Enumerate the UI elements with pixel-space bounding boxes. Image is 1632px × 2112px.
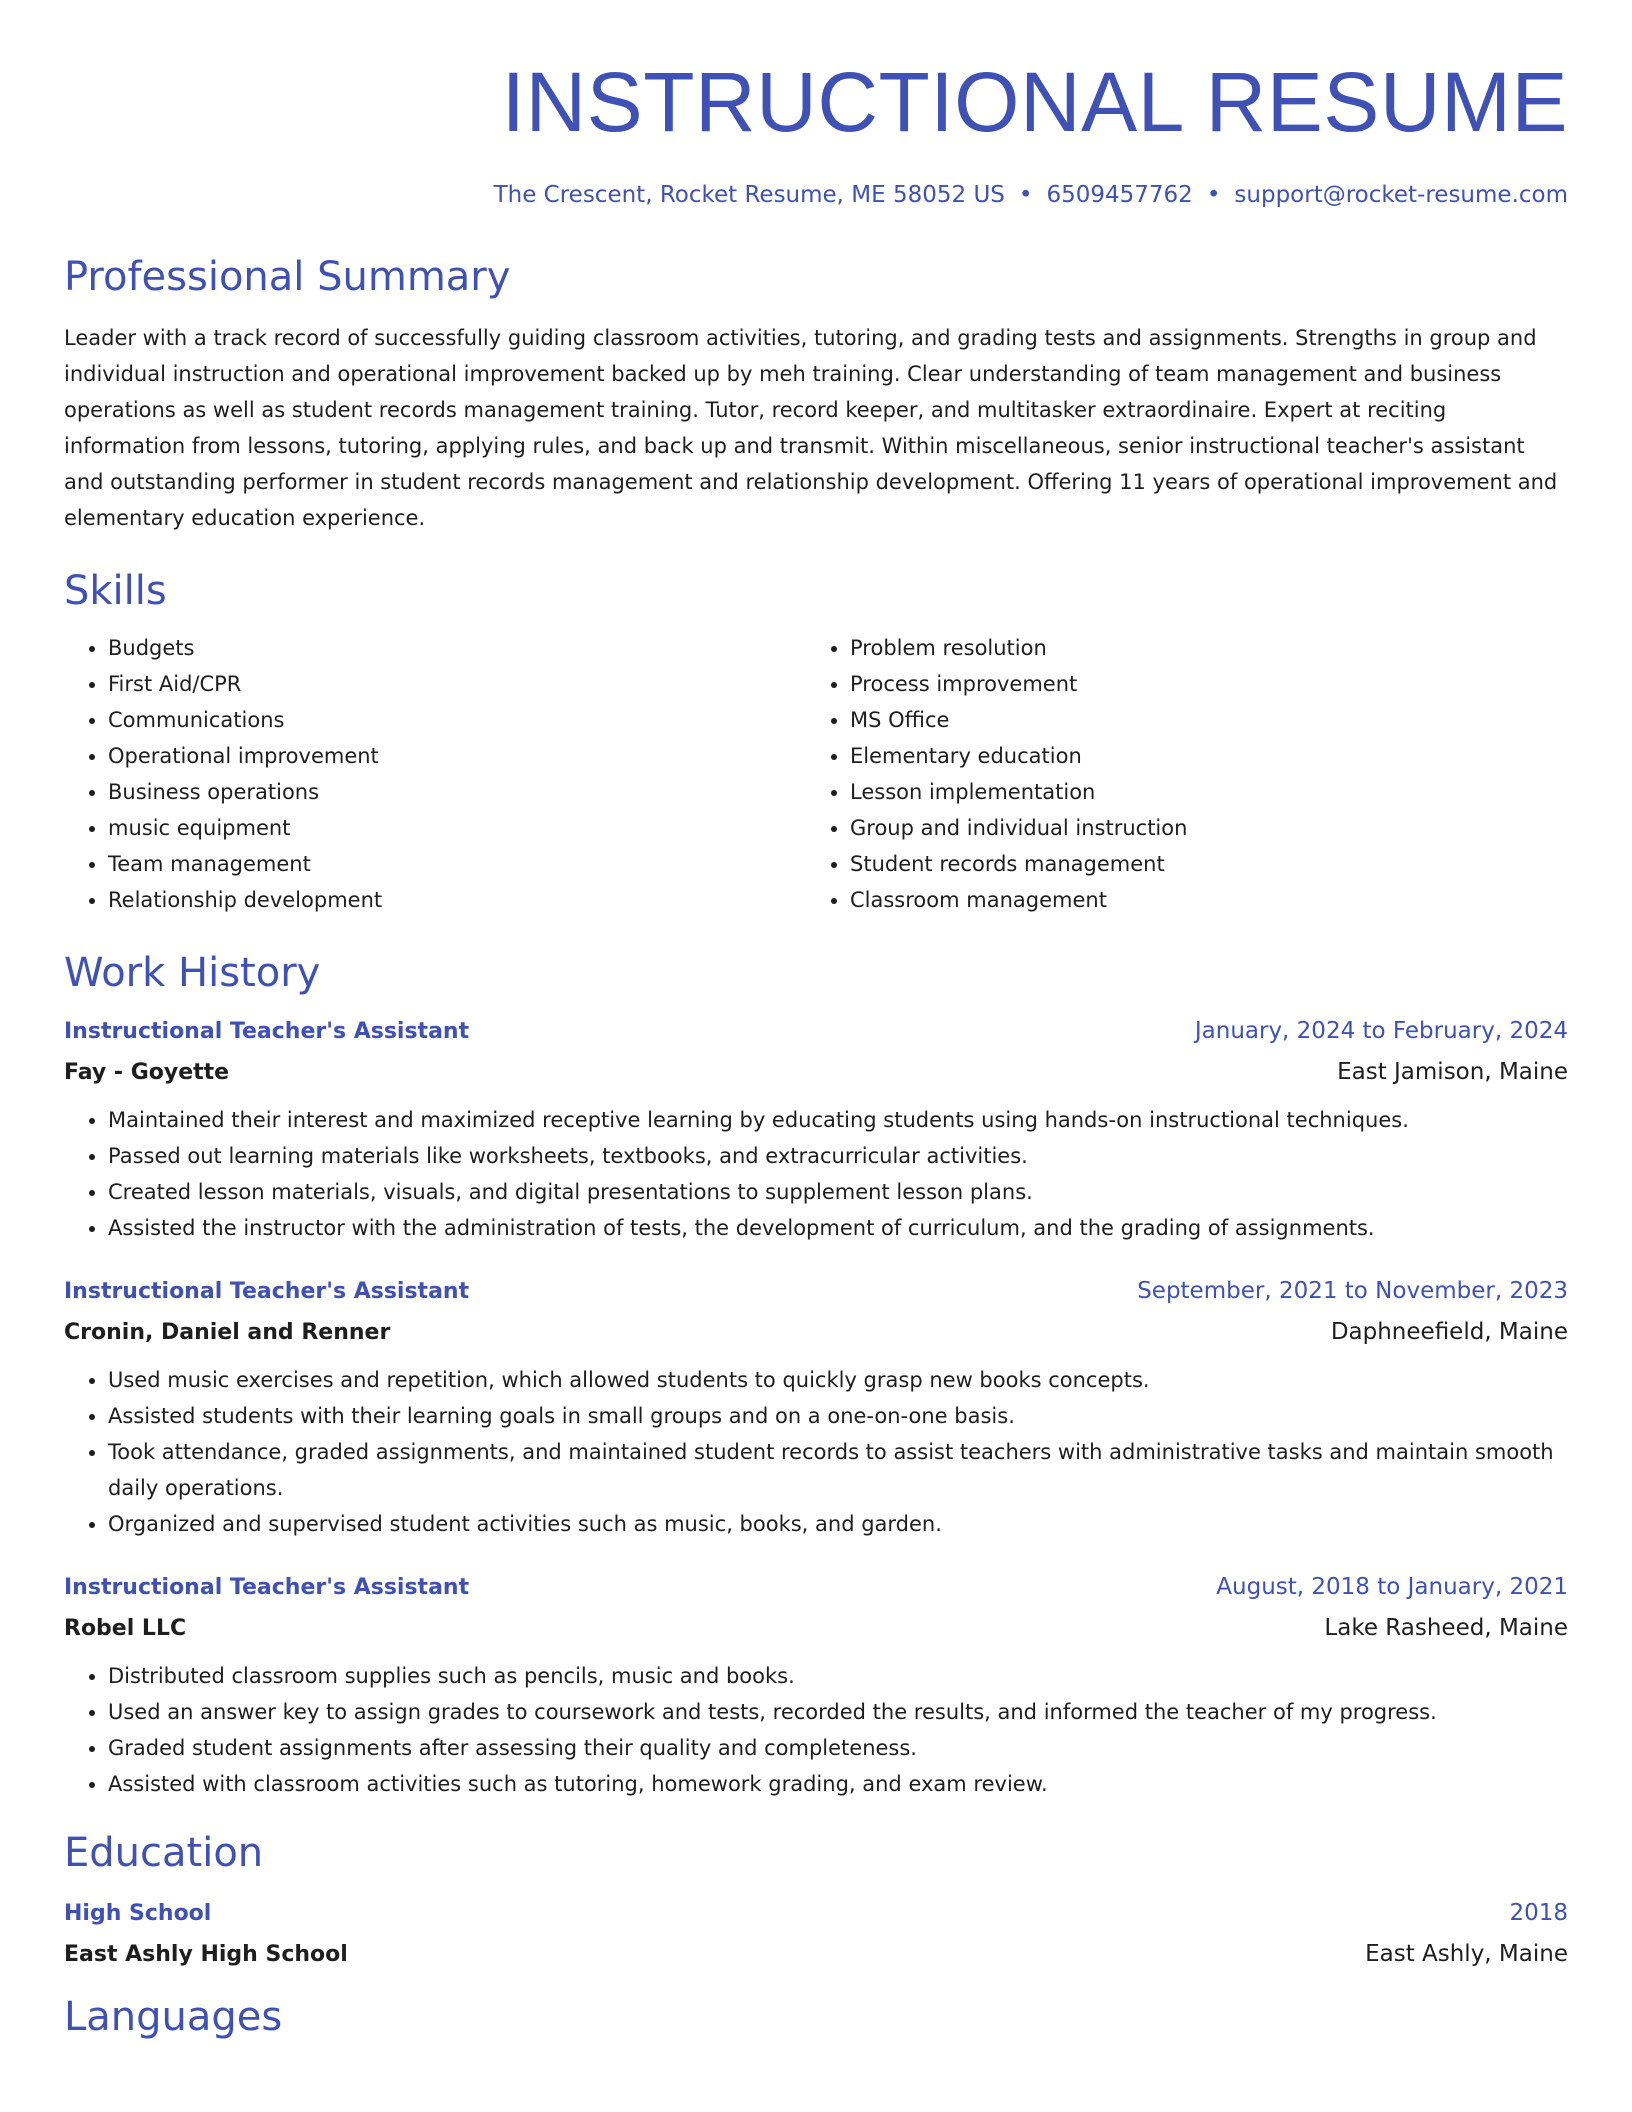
section-title-skills: Skills (64, 568, 167, 614)
education-location: East Ashly, Maine (1365, 1941, 1568, 1967)
skill-item: • Student records management (850, 846, 1548, 882)
job-header (64, 1276, 1568, 1307)
skill-item: • Team management (108, 846, 806, 882)
education-degree: High School (64, 1901, 212, 1926)
skill-item: • MS Office (850, 702, 1548, 738)
skill-item: • Elementary education (850, 738, 1548, 774)
skill-item: • Business operations (108, 774, 806, 810)
section-title-summary: Professional Summary (64, 254, 511, 300)
skill-item: • Operational improvement (108, 738, 806, 774)
job-bullet: • Organized and supervised student activities such as music, books, and garden. (108, 1506, 1568, 1542)
contact-address: The Crescent, Rocket Resume, ME 58052 US (493, 182, 1005, 208)
job-bullet: • Took attendance, graded assignments, and maintained student records to assist teachers with administrative tasks and maintain smooth daily operations. (108, 1434, 1568, 1506)
contact-phone: 6509457762 (1046, 182, 1193, 208)
section-title-languages: Languages (64, 1994, 283, 2040)
education-year: 2018 (1509, 1900, 1568, 1926)
contact-line (64, 180, 1568, 210)
job-subheader (64, 1613, 1568, 1644)
job-location: Daphneefield, Maine (1330, 1319, 1568, 1345)
job-bullet: • Graded student assignments after assessing their quality and completeness. (108, 1730, 1568, 1766)
job-title: Instructional Teacher's Assistant (64, 1279, 470, 1304)
job-bullet: • Passed out learning materials like worksheets, textbooks, and extracurricular activities. (108, 1138, 1568, 1174)
skill-item: • Budgets (108, 630, 806, 666)
job-bullets (64, 1658, 1568, 1802)
job-bullet: • Used music exercises and repetition, which allowed students to quickly grasp new books concepts. (108, 1362, 1568, 1398)
job-subheader (64, 1057, 1568, 1088)
job-bullet: • Created lesson materials, visuals, and digital presentations to supplement lesson plans. (108, 1174, 1568, 1210)
summary-text: Leader with a track record of successfully guiding classroom activities, tutoring, and grading tests and assignments. Strengths in group and individual instruction and operational improvement backed up by meh training. Clear understanding of team management and business operations as well as student records management training. Tutor, record keeper, and multitasker extraordinaire. Expert at reciting information from lessons, tutoring, applying rules, and back up and transmit. Within miscellaneous, senior instructional teacher's assistant and outstanding performer in student records management and relationship development. Offering 11 years of operational improvement and elementary education experience. (64, 326, 1558, 530)
contact-separator: • (1018, 182, 1033, 208)
job-bullet: • Assisted students with their learning goals in small groups and on a one-on-one basis. (108, 1398, 1568, 1434)
job-company: Robel LLC (64, 1616, 187, 1641)
job-bullet: • Assisted the instructor with the administration of tests, the development of curriculum, and the grading of assignments. (108, 1210, 1568, 1246)
resume-page (64, 0, 1568, 2042)
job-title: Instructional Teacher's Assistant (64, 1575, 470, 1600)
contact-email: support@rocket-resume.com (1234, 182, 1568, 208)
job-location: Lake Rasheed, Maine (1324, 1615, 1568, 1641)
skill-item: • Group and individual instruction (850, 810, 1548, 846)
job-subheader (64, 1317, 1568, 1348)
education-header (64, 1898, 1568, 1929)
job-company: Cronin, Daniel and Renner (64, 1320, 391, 1345)
job-dates: August, 2018 to January, 2021 (1216, 1574, 1568, 1600)
job-bullet: • Maintained their interest and maximized receptive learning by educating students using hands-on instructional techniques. (108, 1102, 1568, 1138)
job-bullets (64, 1102, 1568, 1246)
skill-item: • Process improvement (850, 666, 1548, 702)
job-entry (64, 1572, 1568, 1802)
skill-item: • Classroom management (850, 882, 1548, 918)
skills-list-right (806, 630, 1548, 918)
job-header (64, 1572, 1568, 1603)
skill-item: • Communications (108, 702, 806, 738)
contact-separator: • (1206, 182, 1221, 208)
job-bullet: • Distributed classroom supplies such as pencils, music and books. (108, 1658, 1568, 1694)
job-header (64, 1016, 1568, 1047)
skill-item: • First Aid/CPR (108, 666, 806, 702)
education-subheader (64, 1939, 1568, 1970)
job-company: Fay - Goyette (64, 1060, 230, 1085)
job-entry (64, 1276, 1568, 1542)
resume-name: INSTRUCTIONAL RESUME (501, 55, 1568, 149)
job-dates: September, 2021 to November, 2023 (1137, 1278, 1568, 1304)
job-title: Instructional Teacher's Assistant (64, 1019, 470, 1044)
section-title-work-history: Work History (64, 950, 321, 996)
skill-item: • Relationship development (108, 882, 806, 918)
skill-item: • Problem resolution (850, 630, 1548, 666)
section-title-education: Education (64, 1830, 264, 1876)
job-bullet: • Used an answer key to assign grades to coursework and tests, recorded the results, and informed the teacher of my progress. (108, 1694, 1568, 1730)
job-bullets (64, 1362, 1568, 1542)
skills-list-left (64, 630, 806, 918)
job-location: East Jamison, Maine (1337, 1059, 1568, 1085)
skills-columns (64, 630, 1568, 918)
skill-item: • music equipment (108, 810, 806, 846)
education-school: East Ashly High School (64, 1942, 348, 1967)
job-bullet: • Assisted with classroom activities such as tutoring, homework grading, and exam review. (108, 1766, 1568, 1802)
job-dates: January, 2024 to February, 2024 (1194, 1018, 1568, 1044)
education-entry (64, 1898, 1568, 1970)
skill-item: • Lesson implementation (850, 774, 1548, 810)
job-entry (64, 1016, 1568, 1246)
